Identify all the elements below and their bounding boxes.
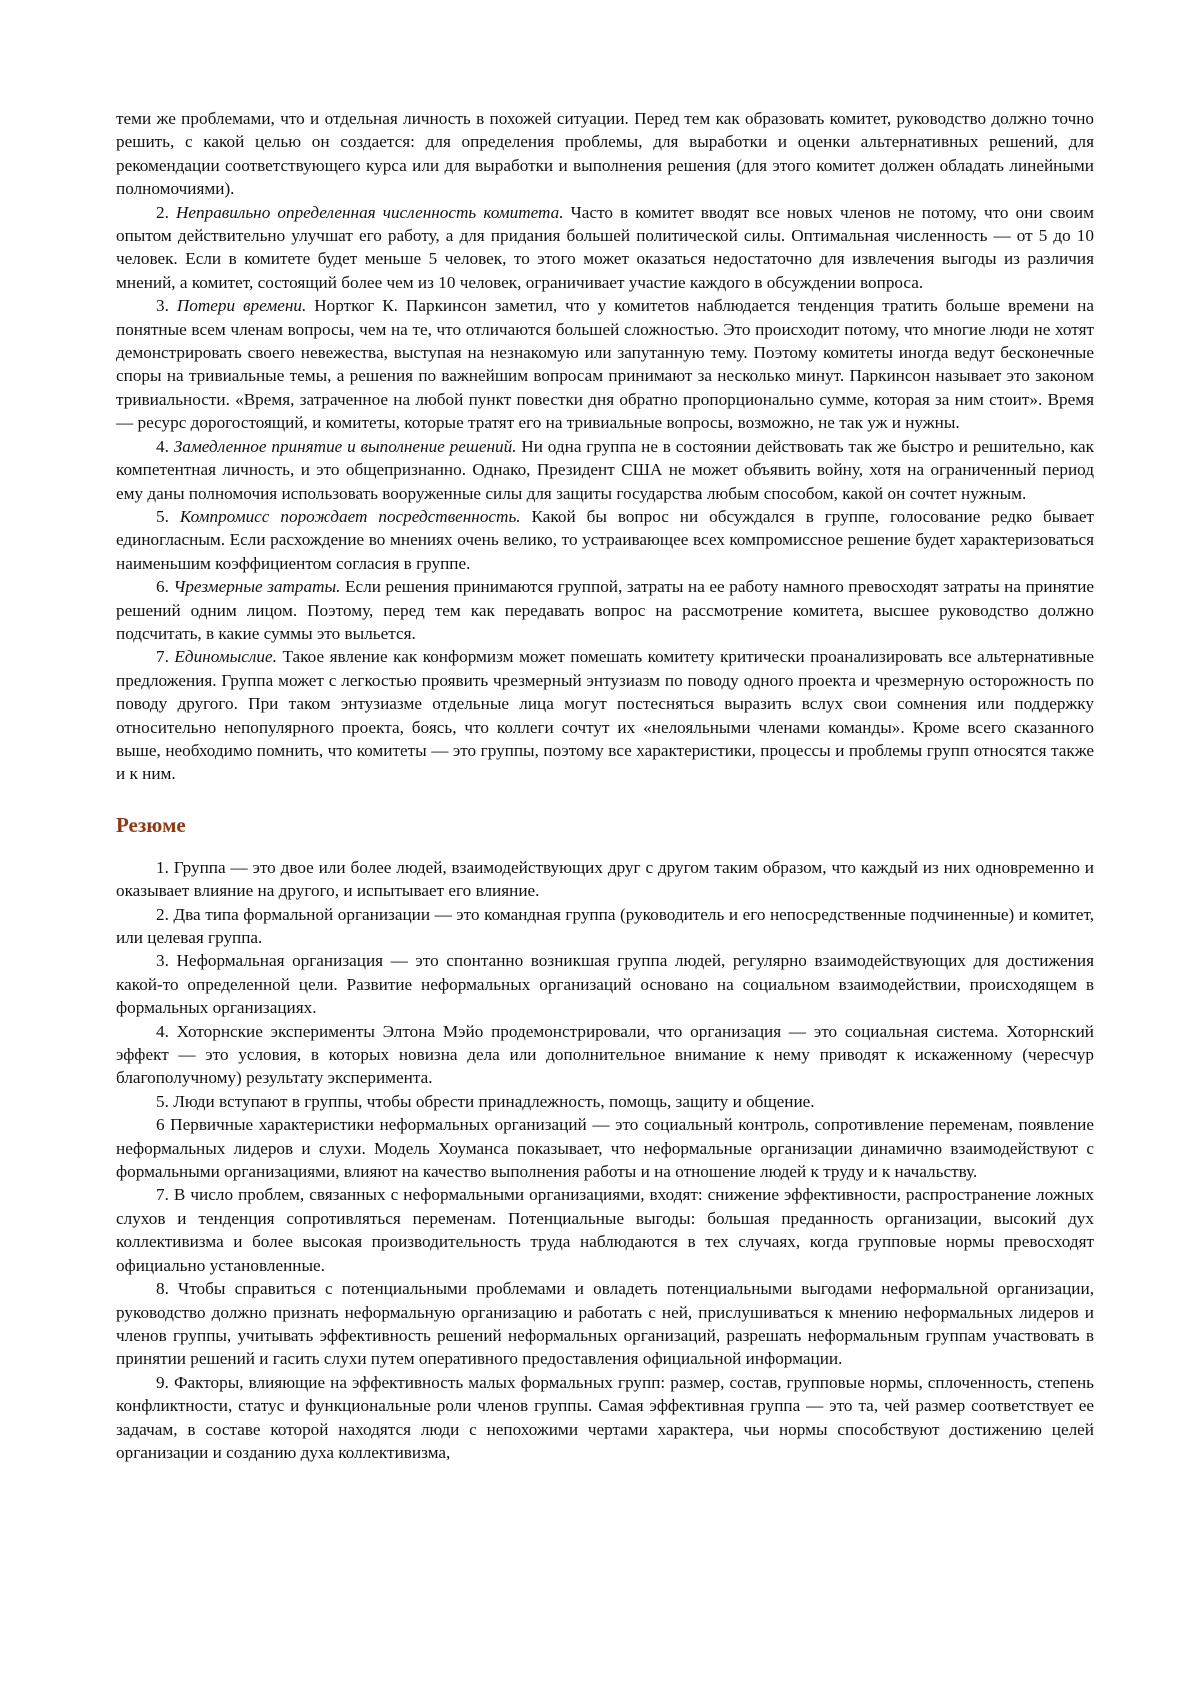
item-text: Часто в комитет вводят все новых членов не потому, что они своим опытом действительно улучшат его работу, а для придания большей политической силы. Оптимальная численность — от 5 до 10 человек. Если в комитете будет меньше 5 человек, то этого может оказаться недостаточно для извлечения выгоды из различия мнений, а комитет, состоящий более чем из 10 человек, ограничивает участие каждого в обсуждении вопроса. xyxy=(116,202,1094,292)
summary-item: 4. Хоторнские эксперименты Элтона Мэйо продемонстрировали, что организация — это социальная система. Хоторнский эффект — это условия, в которых новизна дела или дополнительное внимание к нему приводят к искаженному (чересчур благополучному) результату эксперимента. xyxy=(116,1021,1094,1088)
section-heading-summary: Резюме xyxy=(116,812,186,837)
item-text: Нортког К. Паркинсон заметил, что у комитетов наблюдается тенденция тратить больше времени на понятные всем членам вопросы, чем на те, что отличаются большей сложностью. Это происходит потому, что многие люди не хотят демонстрировать своего невежества, выступая на незнакомую или запутанную тему. Поэтому комитеты иногда ведут бесконечные споры на тривиальные темы, а решения по важнейшим вопросам принимают за несколько минут. Паркинсон называет это законом тривиальности. «Время, затраченное на любой пункт повестки дня обратно пропорционально сумме, которая за ним стоит». Время — ресурс дорогостоящий, и комитеты, которые тратят его на тривиальные вопросы, возможно, не так уж и нужны. xyxy=(116,296,1094,433)
summary-item: 5. Люди вступают в группы, чтобы обрести принадлежность, помощь, защиту и общение. xyxy=(156,1091,815,1111)
summary-item: 3. Неформальная организация — это спонтанно возникшая группа людей, регулярно взаимодействующих для достижения какой-то определенной цели. Развитие неформальных организаций основано на социальном взаимодействии, происходящем в формальных организациях. xyxy=(116,951,1094,1018)
paragraph-slow-decisions xyxy=(116,435,1094,505)
item-text: Такое явление как конформизм может помешать комитету критически проанализировать все альтернативные предложения. Группа может с легкостью проявить чрезмерный энтузиазм по поводу одного проекта и чрезмерную осторожность по поводу другого. При таком энтузиазме отдельные лица могут постесняться выразить вслух свои сомнения или поддержку относительно непопулярного проекта, боясь, что коллеги сочтут их «нелояльными членами команды». Кроме всего сказанного выше, необходимо помнить, что комитеты — это группы, поэтому все характеристики, процессы и проблемы групп относятся также и к ним. xyxy=(116,647,1095,784)
summary-item: 7. В число проблем, связанных с неформальными организациями, входят: снижение эффективности, распространение ложных слухов и тенденция сопротивляться переменам. Потенциальные выгоды: большая преданность организации, высокий дух коллективизма и более высокая производительность труда наблюдаются в тех случаях, когда групповые нормы превосходят официально установленные. xyxy=(116,1185,1094,1275)
item-lead: Замедленное принятие и выполнение решений. xyxy=(173,436,517,456)
summary-item: 6 Первичные характеристики неформальных организаций — это социальный контроль, сопротивление переменам, появление неформальных лидеров и слухи. Модель Хоуманса показывает, что неформальные организации динамично взаимодействуют с формальными организациями, влияют на качество выполнения работы и на отношение людей к труду и к начальству. xyxy=(116,1115,1094,1182)
item-lead: Единомыслие. xyxy=(174,647,277,667)
item-lead: Потери времени. xyxy=(176,296,307,316)
item-text: Какой бы вопрос ни обсуждался в группе, голосование редко бывает единогласным. Если расхождение во мнениях очень велико, то устраивающее всех компромиссное решение будет характеризоваться наименьшим коэффициентом согласия в группе. xyxy=(116,506,1094,573)
paragraph-excess-costs xyxy=(116,575,1094,645)
paragraph-committee-size xyxy=(116,201,1094,295)
item-number: 2. xyxy=(156,202,169,222)
paragraph-continuation: теми же проблемами, что и отдельная личность в похожей ситуации. Перед тем как образовать комитет, руководство должно точно решить, с какой целью он создается: для определения проблемы, для выработки и оценки альтернативных решений, для рекомендации соответствующего курса или для выработки и выполнения решения (для этого комитет должен обладать линейными полномочиями). xyxy=(116,109,1094,199)
item-number: 7. xyxy=(156,647,169,667)
paragraph-compromise xyxy=(116,505,1094,575)
paragraph-time-loss xyxy=(116,294,1094,434)
item-text: Ни одна группа не в состоянии действовать так же быстро и решительно, как компетентная личность, и это общепризнанно. Однако, Президент США не может объявить войну, хотя на ограниченный период ему даны полномочия использовать вооруженные силы для защиты государства любым способом, какой он сочтет нужным. xyxy=(116,436,1095,503)
paragraph-groupthink xyxy=(116,645,1094,785)
item-number: 5. xyxy=(156,506,169,526)
item-lead: Компромисс порождает посредственность. xyxy=(179,506,521,526)
document-page xyxy=(116,107,1094,1464)
item-lead: Чрезмерные затраты. xyxy=(173,577,341,597)
item-number: 4. xyxy=(156,436,169,456)
summary-item: 8. Чтобы справиться с потенциальными проблемами и овладеть потенциальными выгодами неформальной организации, руководство должно признать неформальную организацию и работать с ней, прислушиваться к мнению неформальных лидеров и членов группы, учитывать эффективность решений неформальных организаций, разрешать неформальным группам участвовать в принятии решений и гасить слухи путем оперативного предоставления официальной информации. xyxy=(116,1279,1094,1369)
item-number: 3. xyxy=(156,296,169,316)
item-number: 6. xyxy=(156,577,169,597)
summary-item: 1. Группа — это двое или более людей, взаимодействующих друг с другом таким образом, что каждый из них одновременно и оказывает влияние на другого, и испытывает его влияние. xyxy=(116,857,1094,901)
summary-item: 2. Два типа формальной организации — это командная группа (руководитель и его непосредственные подчиненные) и комитет, или целевая группа. xyxy=(116,904,1094,947)
item-text: Если решения принимаются группой, затраты на ее работу намного превосходят затраты на принятие решений одним лицом. Поэтому, перед тем как передавать вопрос на рассмотрение комитета, высшее руководство должно подсчитать, в какие суммы это выльется. xyxy=(116,577,1095,643)
summary-item: 9. Факторы, влияющие на эффективность малых формальных групп: размер, состав, групповые нормы, сплоченность, степень конфликтности, статус и функциональные роли членов группы. Самая эффективная группа — это та, чей размер соответствует ее задачам, в составе которой находятся люди с непохожими чертами характера, чьи нормы способствуют достижению целей организации и созданию духа коллективизма, xyxy=(116,1372,1094,1462)
item-lead: Неправильно определенная численность комитета. xyxy=(175,202,564,222)
